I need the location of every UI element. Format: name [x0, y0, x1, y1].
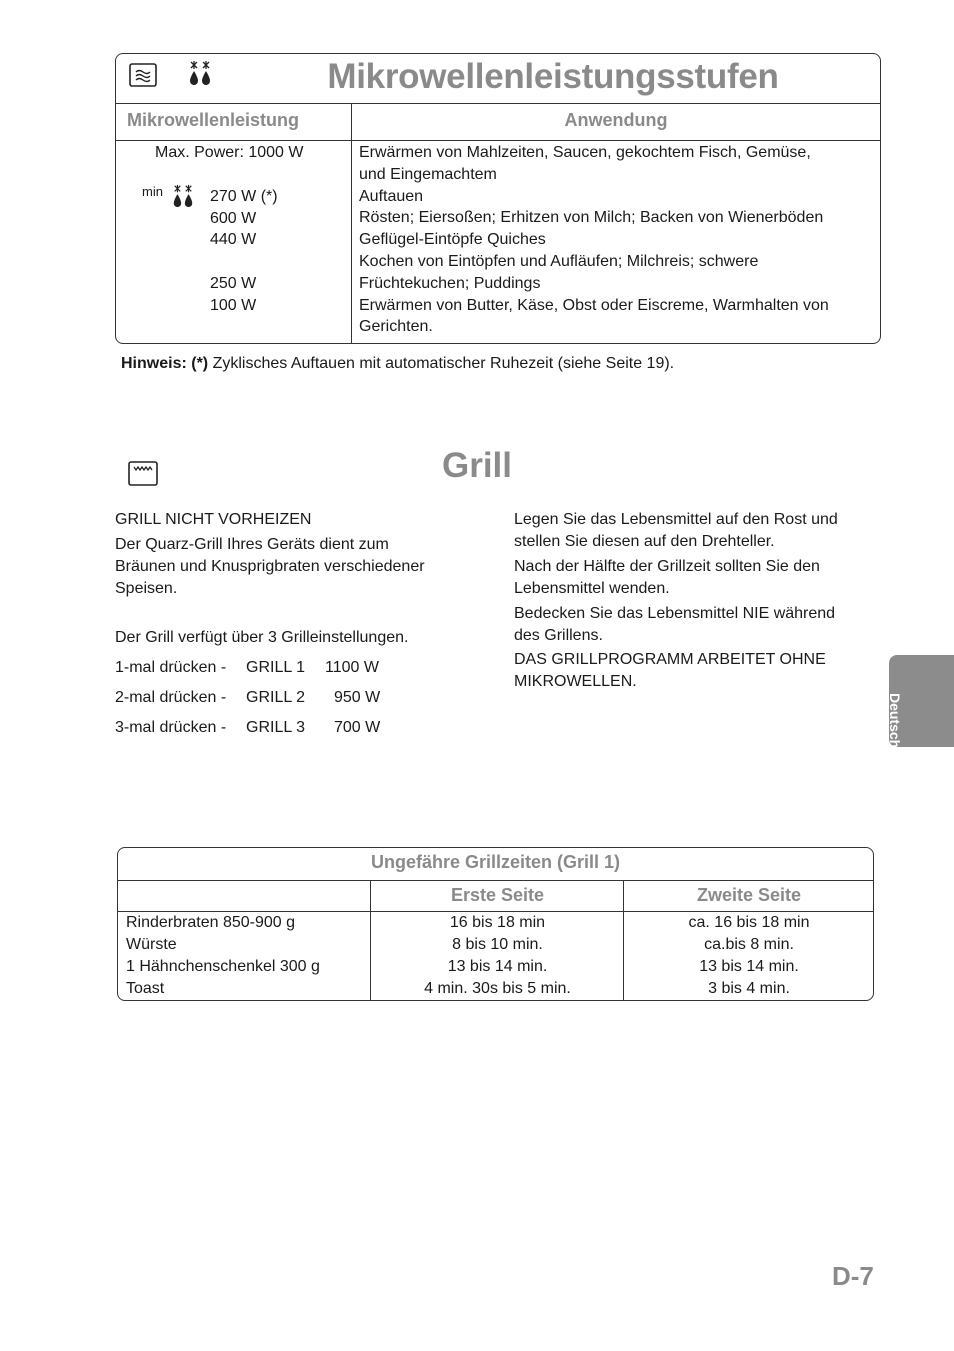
grill-setting-row	[115, 657, 226, 679]
text-line: des Grillens.	[514, 627, 603, 644]
column-header-power: Mikrowellenleistung	[127, 110, 300, 130]
grill-setting-name: GRILL 1	[246, 659, 305, 676]
text-line: Lebensmittel wenden.	[514, 580, 670, 597]
grill-setting-watt: 700 W	[334, 719, 381, 736]
grill-setting-watt: 1100 W	[325, 659, 379, 676]
application-line: Kochen von Eintöpfen und Aufläufen; Milchreis; schwere	[359, 252, 759, 270]
text-line: Speisen.	[115, 580, 178, 597]
text-line: MIKROWELLEN.	[514, 673, 637, 690]
grill-setting-name: GRILL 2	[246, 689, 305, 706]
grill-settings-intro: Der Grill verfügt über 3 Grilleinstellungen.	[115, 629, 409, 646]
power-level-270: 270 W (*)	[210, 188, 278, 205]
application-line: Rösten; Eiersoßen; Erhitzen von Milch; Backen von Wienerböden	[359, 209, 824, 227]
power-table-header	[116, 103, 880, 141]
first-side-cell: 4 min. 30s bis 5 min.	[424, 980, 571, 997]
application-line: Früchtekuchen; Puddings	[359, 274, 541, 292]
first-side-cell: 13 bis 14 min.	[447, 958, 548, 975]
text-line: Bräunen und Knusprigbraten verschiedener	[115, 558, 425, 575]
first-side-cell: 16 bis 18 min	[449, 914, 546, 931]
application-line: Erwärmen von Mahlzeiten, Saucen, gekochtem Fisch, Gemüse,	[359, 144, 811, 161]
second-side-cell: 3 bis 4 min.	[708, 980, 790, 997]
first-side-cell: 8 bis 10 min.	[452, 936, 543, 953]
food-cell: Rinderbraten 850-900 g	[126, 914, 296, 931]
column-divider	[351, 103, 352, 343]
text-line: Nach der Hälfte der Grillzeit sollten Sie den	[514, 558, 820, 575]
text-line: DAS GRILLPROGRAMM ARBEITET OHNE	[514, 651, 826, 668]
second-side-cell: 13 bis 14 min.	[699, 958, 799, 975]
grill-setting-name: GRILL 3	[246, 719, 305, 736]
application-line: Erwärmen von Butter, Käse, Obst oder Eiscreme, Warmhalten von	[359, 296, 829, 314]
application-line: und Eingemachtem	[359, 165, 497, 183]
text-line: stellen Sie diesen auf den Drehteller.	[514, 533, 775, 550]
column-header-use: Anwendung	[564, 110, 668, 130]
application-line: Auftauen	[359, 187, 424, 205]
min-label: min	[142, 184, 163, 199]
power-section-title: Mikrowellenleistungsstufen	[327, 57, 779, 96]
grill-right-paragraph	[514, 509, 884, 693]
text-line: GRILL NICHT VORHEIZEN	[115, 511, 312, 528]
power-level-600: 600 W	[210, 210, 257, 227]
grill-setting-row	[115, 717, 226, 739]
power-level-100: 100 W	[210, 297, 257, 314]
grill-left-paragraph	[115, 509, 425, 600]
language-tab	[889, 655, 954, 747]
grill-setting-press: 2-mal drücken -	[115, 689, 227, 706]
application-line: Gerichten.	[359, 318, 433, 336]
column-header-first-side: Erste Seite	[450, 885, 545, 905]
grill-setting-press: 3-mal drücken -	[115, 719, 227, 736]
second-side-column	[624, 912, 874, 1000]
max-power-value: Max. Power: 1000 W	[155, 144, 304, 161]
grill-times-header	[118, 881, 873, 912]
language-tab-label: Deutsch	[887, 693, 903, 749]
grill-section-title: Grill	[441, 446, 513, 485]
grill-setting-row	[115, 687, 226, 709]
food-cell: Würste	[126, 936, 177, 953]
application-line: Geflügel-Eintöpfe Quiches	[359, 231, 546, 249]
note	[121, 355, 674, 373]
note-label: Hinweis: (*)	[121, 355, 209, 372]
first-side-column	[371, 912, 624, 1000]
text-line: Bedecken Sie das Lebensmittel NIE während	[514, 605, 836, 622]
note-text: Zyklisches Auftauen mit automatischer Ruhezeit (siehe Seite 19).	[208, 355, 675, 372]
power-level-440: 440 W	[210, 231, 257, 248]
grill-setting-press: 1-mal drücken -	[115, 659, 227, 676]
grill-times-table	[117, 847, 874, 1001]
power-level-250: 250 W	[210, 275, 257, 292]
column-header-second-side: Zweite Seite	[696, 885, 802, 905]
grill-times-title: Ungefähre Grillzeiten (Grill 1)	[118, 848, 873, 881]
application-list	[359, 142, 879, 338]
second-side-cell: ca.bis 8 min.	[704, 936, 794, 953]
second-side-cell: ca. 16 bis 18 min	[688, 914, 810, 931]
power-title-row	[116, 54, 880, 104]
food-column	[126, 912, 320, 1000]
page-number: D-7	[832, 1261, 874, 1291]
text-line: Der Quarz-Grill Ihres Geräts dient zum	[115, 536, 389, 553]
grill-setting-watt: 950 W	[334, 689, 381, 706]
defrost-icon	[171, 183, 195, 209]
food-cell: Toast	[126, 980, 165, 997]
food-cell: 1 Hähnchenschenkel 300 g	[126, 958, 320, 975]
text-line: Legen Sie das Lebensmittel auf den Rost und	[514, 511, 838, 528]
power-levels-table	[115, 53, 881, 344]
